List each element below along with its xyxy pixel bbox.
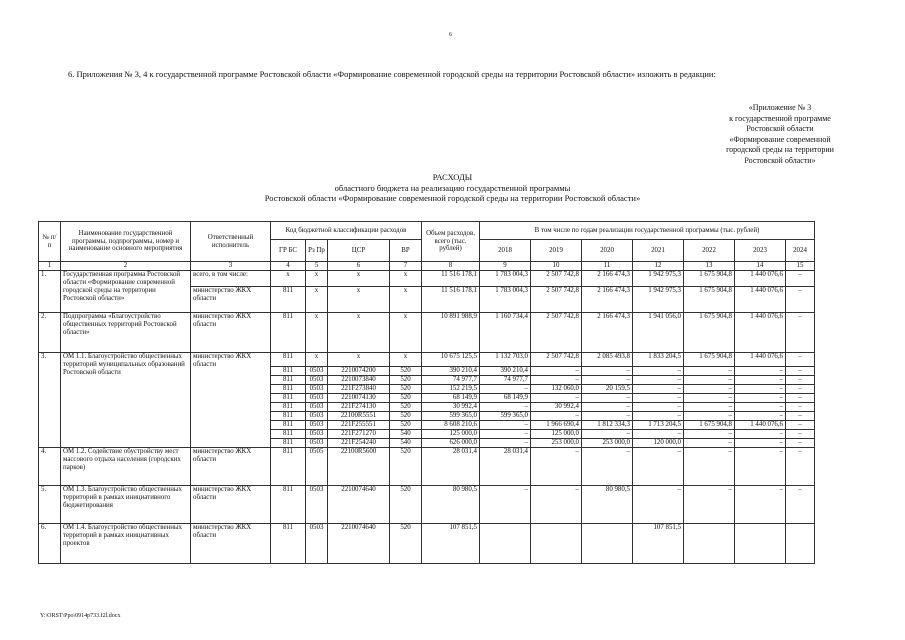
column-number-cell: 9 bbox=[480, 262, 531, 271]
cell-csr: 221F271270 bbox=[328, 430, 390, 439]
cell-year-value: 68 149,9 bbox=[480, 394, 531, 403]
cell-csr: 2210074130 bbox=[328, 394, 390, 403]
cell-year-value: – bbox=[786, 313, 815, 353]
cell-year-value: – bbox=[633, 376, 684, 385]
cell-rzpr: 0503 bbox=[306, 412, 328, 421]
cell-year-value: – bbox=[480, 430, 531, 439]
cell-year-value: 120 000,0 bbox=[633, 439, 684, 448]
cell-year-value: 1 160 734,4 bbox=[480, 313, 531, 353]
title-line: РАСХОДЫ bbox=[432, 172, 473, 182]
cell-total: 28 031,4 bbox=[422, 448, 480, 486]
table-row bbox=[39, 486, 815, 524]
cell-total: 390 210,4 bbox=[422, 367, 480, 376]
header-volume: Объем расходов, всего (тыс. рублей) bbox=[422, 222, 480, 262]
row-executor: министерство ЖКХ области bbox=[191, 353, 271, 448]
row-name: ОМ 1.2. Содействие обустройству мест массового отдыха населения (городских парков) bbox=[61, 448, 191, 486]
cell-grbs: 811 bbox=[271, 385, 306, 394]
cell-vr: 520 bbox=[390, 412, 422, 421]
row-number: 1. bbox=[39, 271, 61, 313]
cell-vr: 520 bbox=[390, 448, 422, 486]
row-executor: всего, в том числе: bbox=[191, 271, 271, 287]
cell-year-value: – bbox=[531, 486, 582, 524]
cell-grbs: 811 bbox=[271, 524, 306, 564]
cell-year-value: – bbox=[786, 403, 815, 412]
table-row bbox=[39, 524, 815, 564]
cell-year-value: – bbox=[735, 394, 786, 403]
cell-year-value bbox=[786, 524, 815, 564]
column-number-cell: 14 bbox=[735, 262, 786, 271]
appendix-line: городской среды на территории bbox=[726, 145, 834, 154]
column-number-cell: 3 bbox=[191, 262, 271, 271]
cell-vr: 520 bbox=[390, 394, 422, 403]
cell-year-value: – bbox=[735, 439, 786, 448]
cell-year-value: – bbox=[684, 376, 735, 385]
cell-year-value: – bbox=[786, 394, 815, 403]
cell-year-value: – bbox=[531, 412, 582, 421]
cell-year-value: – bbox=[786, 367, 815, 376]
header-year: 2022 bbox=[684, 240, 735, 262]
title-line: областного бюджета на реализацию государственной программы bbox=[334, 182, 571, 193]
table-row bbox=[39, 271, 815, 287]
cell-year-value: 1 713 204,5 bbox=[633, 421, 684, 430]
cell-year-value: – bbox=[633, 394, 684, 403]
cell-grbs: 811 bbox=[271, 376, 306, 385]
cell-year-value: – bbox=[633, 486, 684, 524]
cell-rzpr: 0503 bbox=[306, 403, 328, 412]
cell-rzpr: 0503 bbox=[306, 376, 328, 385]
column-number-cell: 10 bbox=[531, 262, 582, 271]
cell-vr: 520 bbox=[390, 486, 422, 524]
cell-year-value: – bbox=[786, 412, 815, 421]
cell-csr: 221F273840 bbox=[328, 385, 390, 394]
cell-year-value: 599 365,0 bbox=[480, 412, 531, 421]
header-year: 2023 bbox=[735, 240, 786, 262]
cell-year-value: – bbox=[582, 367, 633, 376]
cell-year-value: – bbox=[786, 448, 815, 486]
cell-year-value: 253 000,0 bbox=[582, 439, 633, 448]
header-year: 2021 bbox=[633, 240, 684, 262]
cell-year-value: – bbox=[786, 486, 815, 524]
cell-year-value: – bbox=[735, 367, 786, 376]
cell-csr: х bbox=[328, 271, 390, 287]
appendix-heading bbox=[690, 103, 870, 166]
column-number-cell: 8 bbox=[422, 262, 480, 271]
row-executor: министерство ЖКХ области bbox=[191, 313, 271, 353]
cell-year-value: – bbox=[786, 430, 815, 439]
cell-rzpr: 0503 bbox=[306, 367, 328, 376]
cell-vr: 520 bbox=[390, 376, 422, 385]
cell-year-value: – bbox=[786, 287, 815, 313]
cell-rzpr: 0503 bbox=[306, 524, 328, 564]
column-number-cell: 11 bbox=[582, 262, 633, 271]
cell-year-value bbox=[735, 524, 786, 564]
cell-year-value: – bbox=[684, 412, 735, 421]
cell-year-value: – bbox=[582, 430, 633, 439]
cell-grbs: 811 bbox=[271, 486, 306, 524]
cell-csr: х bbox=[328, 353, 390, 367]
cell-year-value: – bbox=[633, 448, 684, 486]
cell-year-value: – bbox=[480, 439, 531, 448]
cell-vr: 520 bbox=[390, 367, 422, 376]
cell-year-value: – bbox=[531, 448, 582, 486]
cell-csr: 2210074640 bbox=[328, 486, 390, 524]
cell-grbs: х bbox=[271, 271, 306, 287]
cell-year-value: – bbox=[582, 412, 633, 421]
intro-paragraph: 6. Приложения № 3, 4 к государственной программе Ростовской области «Формирование современной городской среды на территории Ростовской области» изложить в редакции: bbox=[68, 69, 716, 79]
cell-grbs: 811 bbox=[271, 421, 306, 430]
cell-rzpr: 0503 bbox=[306, 430, 328, 439]
column-number-cell: 13 bbox=[684, 262, 735, 271]
header-num: № п/п bbox=[39, 222, 61, 262]
cell-year-value: – bbox=[633, 385, 684, 394]
cell-year-value: – bbox=[531, 394, 582, 403]
cell-year-value: 2 166 474,3 bbox=[582, 313, 633, 353]
cell-year-value: 1 812 334,3 bbox=[582, 421, 633, 430]
cell-year-value: 1 675 904,8 bbox=[684, 353, 735, 367]
header-year: 2024 bbox=[786, 240, 815, 262]
cell-year-value: – bbox=[786, 421, 815, 430]
cell-csr: х bbox=[328, 287, 390, 313]
cell-total: 8 608 210,6 bbox=[422, 421, 480, 430]
cell-year-value: – bbox=[684, 385, 735, 394]
cell-year-value: – bbox=[684, 403, 735, 412]
cell-csr: 22100R5600 bbox=[328, 448, 390, 486]
cell-rzpr: 0503 bbox=[306, 385, 328, 394]
row-executor: министерство ЖКХ области bbox=[191, 448, 271, 486]
cell-year-value: – bbox=[786, 376, 815, 385]
cell-year-value: – bbox=[633, 430, 684, 439]
cell-year-value: – bbox=[480, 385, 531, 394]
row-name: Государственная программа Ростовской области «Формирование современной городской среды на территории Ростовской области» bbox=[61, 271, 191, 313]
cell-year-value: 125 000,0 bbox=[531, 430, 582, 439]
cell-csr: 221F274130 bbox=[328, 403, 390, 412]
cell-year-value: 2 085 493,8 bbox=[582, 353, 633, 367]
cell-total: 125 000,0 bbox=[422, 430, 480, 439]
cell-total: 10 891 988,9 bbox=[422, 313, 480, 353]
cell-total: 80 980,5 bbox=[422, 486, 480, 524]
cell-grbs: 811 bbox=[271, 394, 306, 403]
row-number: 3. bbox=[39, 353, 61, 448]
title-line: Ростовской области «Формирование современной городской среды на территории Ростовской области» bbox=[264, 193, 641, 203]
cell-year-value: 1 675 904,8 bbox=[684, 421, 735, 430]
cell-year-value: – bbox=[786, 271, 815, 287]
cell-vr: 540 bbox=[390, 439, 422, 448]
cell-year-value: – bbox=[735, 448, 786, 486]
header-year: 2020 bbox=[582, 240, 633, 262]
file-path-footer: Y:\ORST\Ppo\0914p733.f2l.docx bbox=[40, 613, 121, 619]
column-number-cell: 7 bbox=[390, 262, 422, 271]
cell-total: 626 000,0 bbox=[422, 439, 480, 448]
cell-year-value: – bbox=[531, 376, 582, 385]
header-grbs: ГР БС bbox=[271, 240, 306, 262]
cell-year-value: – bbox=[582, 394, 633, 403]
header-rzpr: Рз Пр bbox=[306, 240, 328, 262]
cell-total: 30 992,4 bbox=[422, 403, 480, 412]
cell-rzpr: х bbox=[306, 353, 328, 367]
cell-total: 107 851,5 bbox=[422, 524, 480, 564]
row-name: Подпрограмма «Благоустройство общественных территорий Ростовской области» bbox=[61, 313, 191, 353]
cell-year-value bbox=[684, 524, 735, 564]
cell-total: 11 516 178,1 bbox=[422, 271, 480, 287]
cell-year-value: 1 132 703,0 bbox=[480, 353, 531, 367]
cell-csr: 221F254240 bbox=[328, 439, 390, 448]
column-number-cell: 2 bbox=[61, 262, 191, 271]
cell-year-value: 74 977,7 bbox=[480, 376, 531, 385]
appendix-line: Ростовской области» bbox=[744, 155, 816, 165]
cell-year-value: 1 675 904,8 bbox=[684, 313, 735, 353]
column-number-cell: 15 bbox=[786, 262, 815, 271]
row-number: 2. bbox=[39, 313, 61, 353]
cell-grbs: 811 bbox=[271, 430, 306, 439]
cell-year-value: 28 031,4 bbox=[480, 448, 531, 486]
cell-year-value: – bbox=[582, 403, 633, 412]
cell-grbs: 811 bbox=[271, 313, 306, 353]
cell-rzpr: 0503 bbox=[306, 394, 328, 403]
cell-year-value: 2 166 474,3 bbox=[582, 271, 633, 287]
cell-total: 152 219,5 bbox=[422, 385, 480, 394]
cell-vr: 520 bbox=[390, 385, 422, 394]
page-number: 6 bbox=[449, 32, 452, 38]
cell-year-value: 2 507 742,8 bbox=[531, 313, 582, 353]
cell-year-value: – bbox=[786, 385, 815, 394]
cell-year-value: 253 000,0 bbox=[531, 439, 582, 448]
cell-grbs: 811 bbox=[271, 353, 306, 367]
column-number-cell: 6 bbox=[328, 262, 390, 271]
column-number-cell: 5 bbox=[306, 262, 328, 271]
cell-grbs: 811 bbox=[271, 412, 306, 421]
appendix-line: «Формирование современной bbox=[729, 134, 831, 144]
cell-year-value: 80 980,5 bbox=[582, 486, 633, 524]
table-row bbox=[39, 353, 815, 367]
row-number: 5. bbox=[39, 486, 61, 524]
cell-year-value: – bbox=[735, 486, 786, 524]
cell-grbs: 811 bbox=[271, 439, 306, 448]
cell-csr: 2210073840 bbox=[328, 376, 390, 385]
cell-year-value: – bbox=[735, 385, 786, 394]
column-number-cell: 4 bbox=[271, 262, 306, 271]
cell-year-value: 1 942 975,3 bbox=[633, 271, 684, 287]
cell-year-value: – bbox=[480, 421, 531, 430]
cell-year-value: – bbox=[684, 430, 735, 439]
appendix-line: к государственной программе bbox=[729, 113, 831, 123]
header-year: 2019 bbox=[531, 240, 582, 262]
cell-year-value: – bbox=[735, 376, 786, 385]
cell-year-value: 1 783 004,3 bbox=[480, 271, 531, 287]
cell-year-value: 132 060,0 bbox=[531, 385, 582, 394]
cell-year-value: 1 440 076,6 bbox=[735, 313, 786, 353]
cell-vr: х bbox=[390, 353, 422, 367]
cell-year-value: – bbox=[684, 448, 735, 486]
cell-vr: 520 bbox=[390, 403, 422, 412]
cell-csr: х bbox=[328, 313, 390, 353]
row-name: ОМ 1.3. Благоустройство общественных территорий в рамках инициативного бюджетирования bbox=[61, 486, 191, 524]
row-number: 6. bbox=[39, 524, 61, 564]
expenses-table-wrapper bbox=[38, 221, 815, 564]
cell-rzpr: 0503 bbox=[306, 421, 328, 430]
table-row bbox=[39, 313, 815, 353]
row-name: ОМ 1.1. Благоустройство общественных территорий муниципальных образований Ростовской области bbox=[61, 353, 191, 448]
cell-year-value: – bbox=[684, 394, 735, 403]
cell-year-value: 2 507 742,8 bbox=[531, 271, 582, 287]
row-name: ОМ 1.4. Благоустройство общественных территорий в рамках инициативных проектов bbox=[61, 524, 191, 564]
cell-year-value bbox=[480, 524, 531, 564]
cell-year-value: – bbox=[786, 353, 815, 367]
cell-vr: х bbox=[390, 271, 422, 287]
header-years-title: В том числе по годам реализации государственной программы (тыс. рублей) bbox=[480, 222, 815, 240]
cell-vr: 520 bbox=[390, 524, 422, 564]
cell-year-value: 2 166 474,3 bbox=[582, 287, 633, 313]
cell-rzpr: х bbox=[306, 271, 328, 287]
cell-grbs: 811 bbox=[271, 448, 306, 486]
cell-year-value: 390 210,4 bbox=[480, 367, 531, 376]
cell-year-value: 1 783 004,3 bbox=[480, 287, 531, 313]
header-executor: Ответственный исполнитель bbox=[191, 222, 271, 262]
column-number-cell: 12 bbox=[633, 262, 684, 271]
cell-year-value: – bbox=[735, 412, 786, 421]
row-executor: министерство ЖКХ области bbox=[191, 486, 271, 524]
cell-year-value: – bbox=[582, 376, 633, 385]
cell-csr: 221F255551 bbox=[328, 421, 390, 430]
cell-year-value: – bbox=[582, 448, 633, 486]
table-row bbox=[39, 448, 815, 486]
cell-rzpr: х bbox=[306, 313, 328, 353]
cell-total: 74 977,7 bbox=[422, 376, 480, 385]
header-name: Наименование государственной программы, подпрограммы, номер и наименование основного мероприятия bbox=[61, 222, 191, 262]
table-body bbox=[39, 271, 815, 564]
header-vr: ВР bbox=[390, 240, 422, 262]
cell-total: 599 365,0 bbox=[422, 412, 480, 421]
cell-year-value: – bbox=[633, 367, 684, 376]
cell-rzpr: 0503 bbox=[306, 439, 328, 448]
cell-year-value: 1 833 204,5 bbox=[633, 353, 684, 367]
cell-total: 10 675 125,5 bbox=[422, 353, 480, 367]
cell-year-value: 2 507 742,8 bbox=[531, 287, 582, 313]
cell-year-value: – bbox=[735, 430, 786, 439]
header-csr: ЦСР bbox=[328, 240, 390, 262]
cell-year-value: 1 966 690,4 bbox=[531, 421, 582, 430]
cell-year-value: – bbox=[531, 367, 582, 376]
cell-total: 11 516 178,1 bbox=[422, 287, 480, 313]
cell-year-value: 1 440 076,6 bbox=[735, 271, 786, 287]
cell-year-value: – bbox=[684, 367, 735, 376]
cell-csr: 22100R5551 bbox=[328, 412, 390, 421]
cell-year-value: 2 507 742,8 bbox=[531, 353, 582, 367]
cell-year-value: 30 992,4 bbox=[531, 403, 582, 412]
cell-year-value: – bbox=[684, 486, 735, 524]
cell-vr: х bbox=[390, 313, 422, 353]
cell-year-value: 1 675 904,8 bbox=[684, 287, 735, 313]
cell-vr: 520 bbox=[390, 421, 422, 430]
row-executor: министерство ЖКХ области bbox=[191, 524, 271, 564]
appendix-line: Ростовской области bbox=[746, 124, 814, 133]
cell-year-value: – bbox=[633, 412, 684, 421]
document-title bbox=[0, 172, 905, 204]
row-number: 4. bbox=[39, 448, 61, 486]
cell-year-value: 1 942 975,3 bbox=[633, 287, 684, 313]
cell-rzpr: 0505 bbox=[306, 448, 328, 486]
cell-year-value: 1 440 076,6 bbox=[735, 353, 786, 367]
cell-year-value: 1 440 076,6 bbox=[735, 287, 786, 313]
cell-year-value bbox=[531, 524, 582, 564]
cell-vr: х bbox=[390, 287, 422, 313]
cell-year-value: 20 159,5 bbox=[582, 385, 633, 394]
expenses-table bbox=[38, 221, 815, 564]
header-year: 2018 bbox=[480, 240, 531, 262]
cell-year-value: – bbox=[633, 403, 684, 412]
cell-year-value: 1 941 056,0 bbox=[633, 313, 684, 353]
cell-year-value: 1 440 076,6 bbox=[735, 421, 786, 430]
cell-csr: 2210074200 bbox=[328, 367, 390, 376]
header-code: Код бюджетной классификации расходов bbox=[271, 222, 422, 240]
cell-year-value bbox=[582, 524, 633, 564]
cell-total: 68 149,9 bbox=[422, 394, 480, 403]
appendix-line: «Приложение № 3 bbox=[748, 103, 812, 112]
cell-year-value: 1 675 904,8 bbox=[684, 271, 735, 287]
cell-year-value: – bbox=[480, 403, 531, 412]
cell-grbs: 811 bbox=[271, 403, 306, 412]
cell-year-value: – bbox=[786, 439, 815, 448]
cell-rzpr: 0503 bbox=[306, 486, 328, 524]
cell-csr: 2210074640 bbox=[328, 524, 390, 564]
cell-rzpr: х bbox=[306, 287, 328, 313]
row-executor: министерство ЖКХ области bbox=[191, 287, 271, 313]
cell-year-value: – bbox=[684, 439, 735, 448]
cell-grbs: 811 bbox=[271, 287, 306, 313]
cell-year-value: 107 851,5 bbox=[633, 524, 684, 564]
cell-grbs: 811 bbox=[271, 367, 306, 376]
column-number-row bbox=[39, 262, 815, 271]
cell-vr: 540 bbox=[390, 430, 422, 439]
cell-year-value: – bbox=[735, 403, 786, 412]
cell-year-value: – bbox=[480, 486, 531, 524]
column-number-cell: 1 bbox=[39, 262, 61, 271]
